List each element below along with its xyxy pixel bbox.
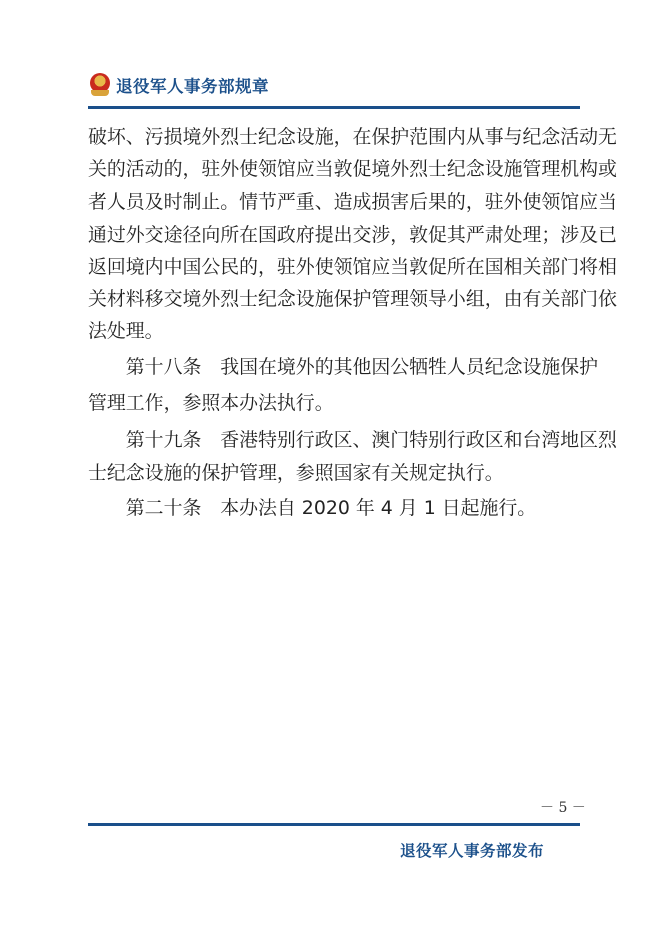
article-18: 第十八条 我国在境外的其他因公牺牲人员纪念设施保护	[88, 356, 599, 378]
body-line: 法处理。	[88, 320, 164, 342]
body-line: 通过外交途径向所在国政府提出交涉，敦促其严肃处理；涉及已	[88, 224, 617, 246]
article-20: 第二十条 本办法自 2020 年 4 月 1 日起施行。	[88, 497, 537, 519]
header-rule	[88, 106, 580, 109]
body-line: 士纪念设施的保护管理，参照国家有关规定执行。	[88, 462, 504, 484]
footer-rule	[88, 823, 580, 826]
footer-publisher: 退役军人事务部发布	[400, 842, 545, 860]
header-title: 退役军人事务部规章	[116, 77, 269, 96]
article-19: 第十九条 香港特别行政区、澳门特别行政区和台湾地区烈	[88, 429, 617, 451]
body-line: 管理工作，参照本办法执行。	[88, 392, 334, 414]
body-line: 返回境内中国公民的，驻外使领馆应当敦促所在国相关部门将相	[88, 256, 617, 278]
national-emblem-icon	[89, 73, 111, 97]
page-number: － 5 －	[540, 800, 586, 816]
body-line: 者人员及时制止。情节严重、造成损害后果的，驻外使领馆应当	[88, 191, 617, 213]
body-line: 关的活动的，驻外使领馆应当敦促境外烈士纪念设施管理机构或	[88, 158, 617, 180]
page-header	[89, 72, 269, 98]
body-line: 关材料移交境外烈士纪念设施保护管理领导小组，由有关部门依	[88, 288, 617, 310]
body-line: 破坏、污损境外烈士纪念设施，在保护范围内从事与纪念活动无	[88, 126, 617, 148]
